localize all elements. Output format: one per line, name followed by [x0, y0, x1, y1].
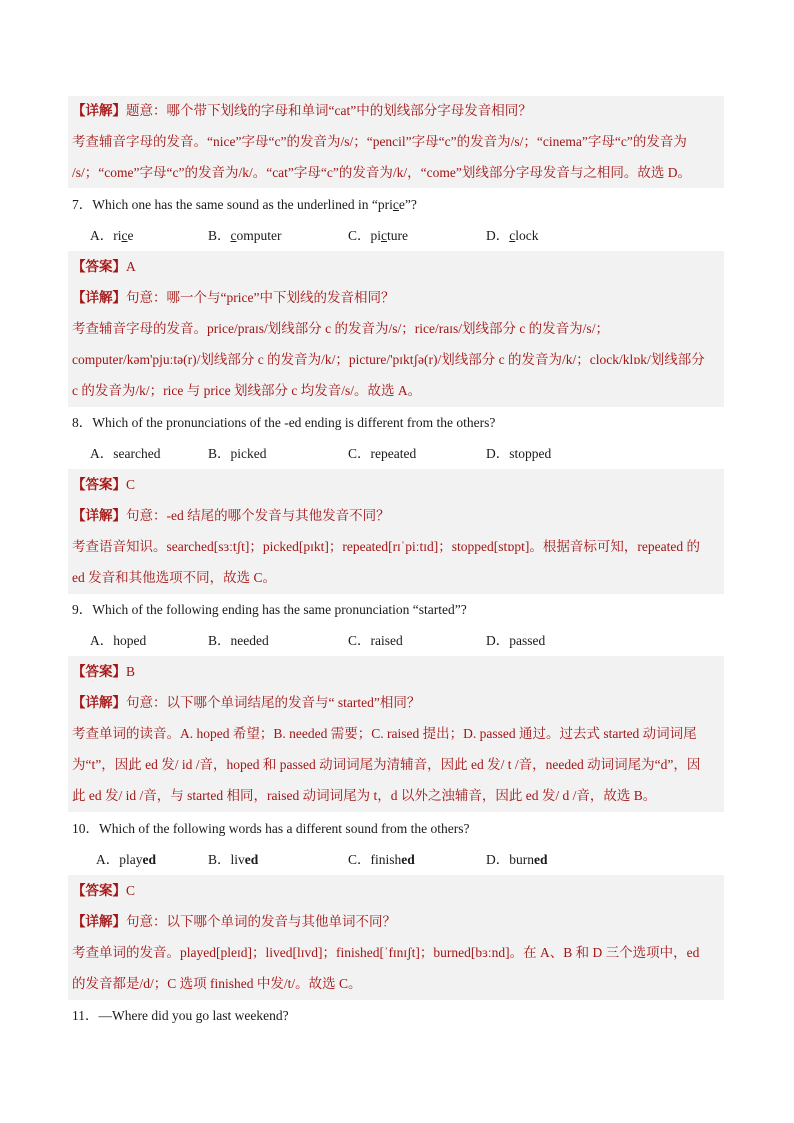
q11-stem: 11．—Where did you go last weekend?: [72, 1008, 289, 1023]
q9-option-b: B．needed: [208, 633, 269, 648]
q9-option-a: A．hoped: [90, 633, 147, 648]
q8-option-a: A．searched: [90, 446, 161, 461]
q8-option-c: C．repeated: [348, 446, 417, 461]
q7-explain-line-4: c 的发音为/k/；rice 与 price 划线部分 c 均发音/s/。故选 A。: [72, 383, 422, 398]
q10-option-b: B．lived: [208, 852, 259, 867]
q7-explain-line-1: 【详解】句意：哪一个与“price”中下划线的发音相同？: [72, 290, 395, 305]
q10-explain-line-1: 【详解】句意：以下哪个单词的发音与其他单词不同？: [72, 914, 396, 929]
q9-explain-line-3: 为“t”，因此 ed 发/ id /音，hoped 和 passed 动词词尾为清辅音，因此 ed 发/ t /音，needed 动词词尾为“d”，因: [72, 757, 701, 772]
q10-option-c: C．finished: [348, 852, 415, 867]
q6-explain-line-1: 【详解】题意：哪个带下划线的字母和单词“cat”中的划线部分字母发音相同？: [72, 103, 532, 118]
q10-option-d: D．burned: [486, 852, 548, 867]
q7-answer: 【答案】A: [72, 259, 136, 274]
q10-explain-line-3: 的发音都是/d/；C 选项 finished 中发/t/。故选 C。: [72, 976, 362, 991]
q9-explain-line-2: 考查单词的读音。A. hoped 希望；B. needed 需要；C. raised 提出；D. passed 通过。过去式 started 动词词尾: [72, 726, 697, 741]
q9-option-c: C．raised: [348, 633, 403, 648]
q8-option-d: D．stopped: [486, 446, 552, 461]
explain-tag: 【详解】: [72, 103, 126, 118]
q7-option-a: A．rice: [90, 228, 134, 243]
q10-stem: 10．Which of the following words has a different sound from the others?: [72, 821, 470, 836]
q8-explain-line-1: 【详解】句意：-ed 结尾的哪个发音与其他发音不同？: [72, 508, 390, 523]
q7-explain-line-3: computer/kəm'pjuːtə(r)/划线部分 c 的发音为/k/；picture/'pɪktʃə(r)/划线部分 c 的发音为/k/；clock/klɒk/划线部分: [72, 352, 705, 367]
q9-explain-line-1: 【详解】句意：以下哪个单词结尾的发音与“ started”相同？: [72, 695, 421, 710]
q10-option-a: A．played: [96, 852, 156, 867]
q7-option-c: C．picture: [348, 228, 409, 243]
q6-explain-line-2: 考查辅音字母的发音。“nice”字母“c”的发音为/s/；“pencil”字母“c”的发音为/s/；“cinema”字母“c”的发音为: [72, 134, 687, 149]
q7-stem: 7．Which one has the same sound as the underlined in “price”?: [72, 197, 417, 212]
q6-explain-line-3: /s/；“come”字母“c”的发音为/k/。“cat”字母“c”的发音为/k/，“come”划线部分字母发音与之相同。故选 D。: [72, 165, 691, 180]
q8-explain-line-3: ed 发音和其他选项不同，故选 C。: [72, 570, 276, 585]
q8-option-b: B．picked: [208, 446, 267, 461]
q7-option-d: D．clock: [486, 228, 539, 243]
q10-explain-line-2: 考查单词的发音。played[pleɪd]；lived[lɪvd]；finished[ˈfɪnɪʃt]；burned[bɜːnd]。在 A、B 和 D 三个选项中，ed: [72, 945, 700, 960]
q7-explain-line-2: 考查辅音字母的发音。price/praɪs/划线部分 c 的发音为/s/；rice/raɪs/划线部分 c 的发音为/s/；: [72, 321, 609, 336]
q9-explain-line-4: 此 ed 发/ id /音，与 started 相同，raised 动词词尾为 t，d 以外之浊辅音，因此 ed 发/ d /音，故选 B。: [72, 788, 657, 803]
q9-answer: 【答案】B: [72, 664, 136, 679]
q8-explain-line-2: 考查语音知识。searched[sɜːtʃt]；picked[pɪkt]；repeated[rɪˈpiːtɪd]；stopped[stɒpt]。根据音标可知，repeated 的: [72, 539, 700, 554]
q9-option-d: D．passed: [486, 633, 546, 648]
q9-stem: 9．Which of the following ending has the same pronunciation “started”?: [72, 602, 467, 617]
q8-answer: 【答案】C: [72, 477, 136, 492]
q10-answer: 【答案】C: [72, 883, 136, 898]
q7-option-b: B．computer: [208, 228, 282, 243]
q8-stem: 8．Which of the pronunciations of the -ed ending is different from the others?: [72, 415, 496, 430]
